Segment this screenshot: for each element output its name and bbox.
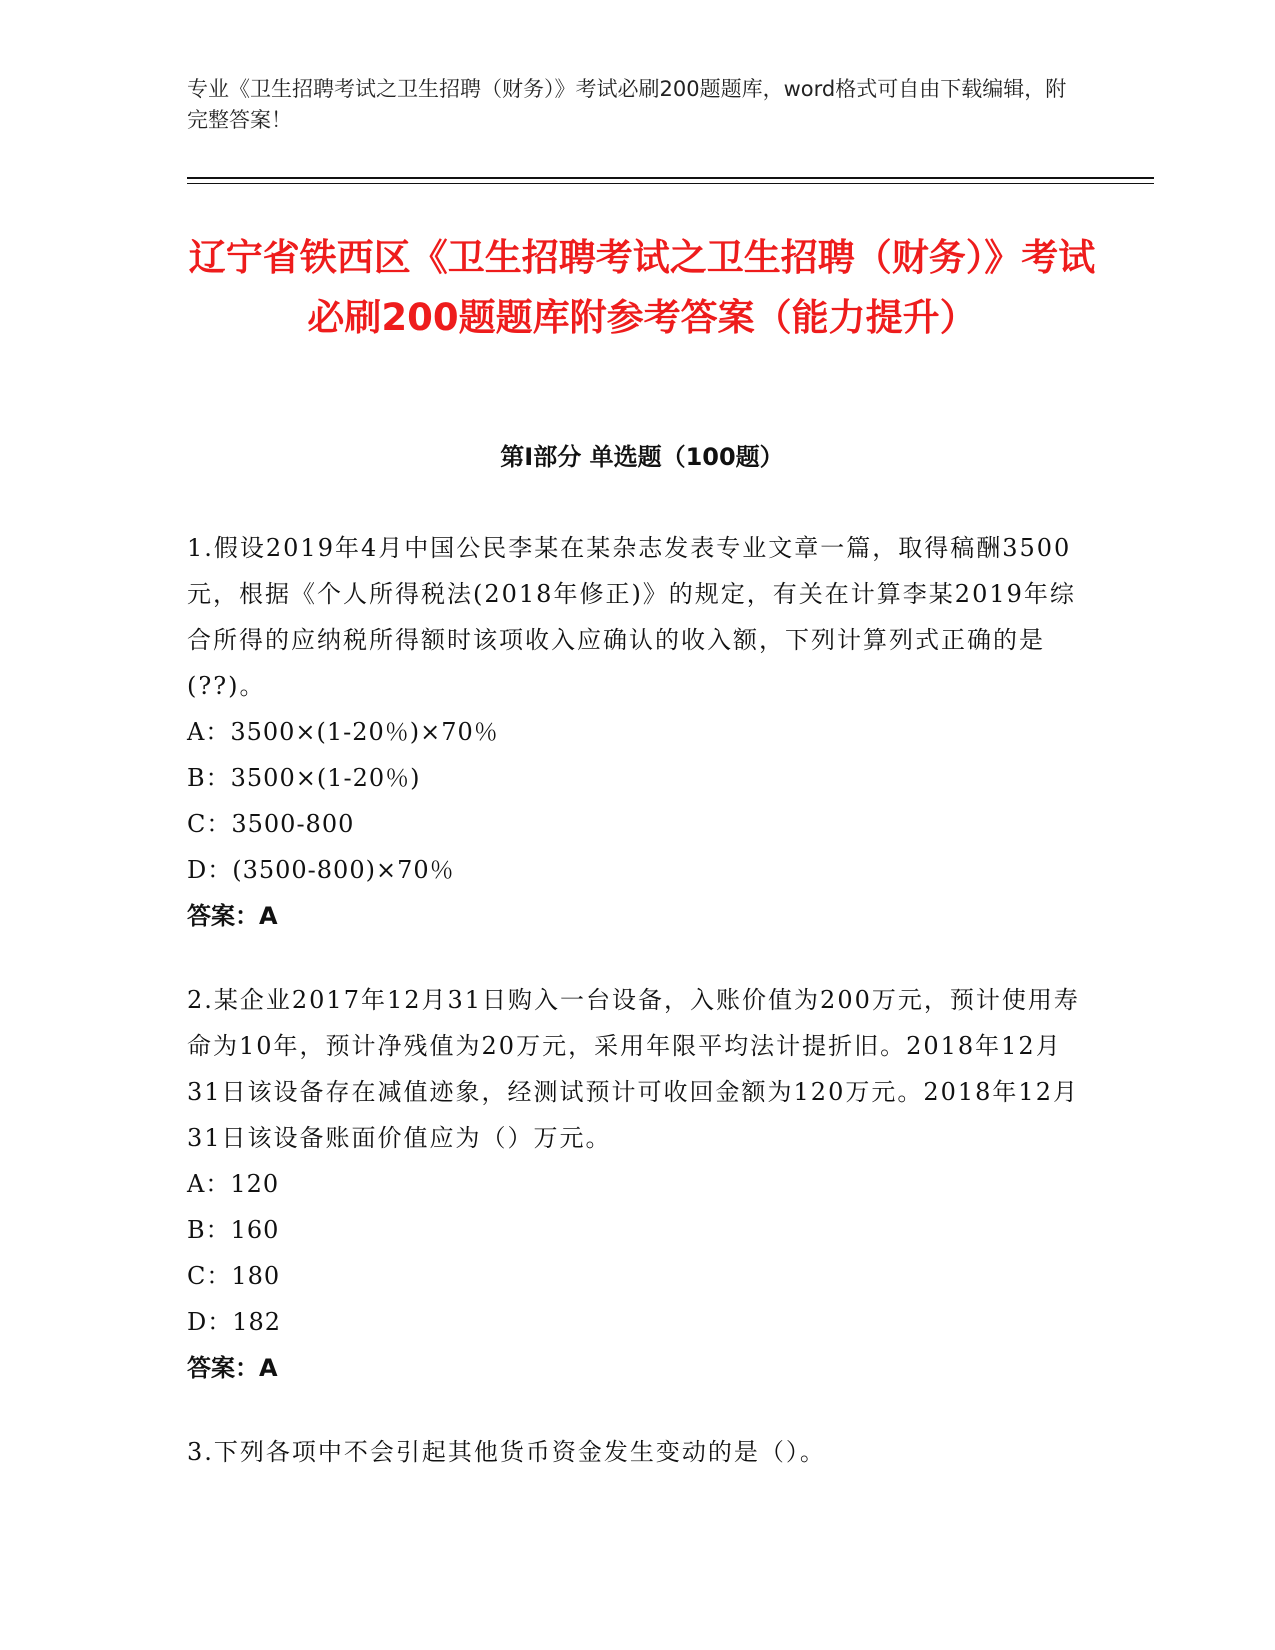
option-d: D：(3500-800)×70％ — [187, 856, 455, 884]
option-a: A：3500×(1-20％)×70％ — [187, 718, 499, 746]
question-2 — [187, 977, 1082, 1391]
option-c: C：3500-800 — [187, 810, 355, 838]
option-c: C：180 — [187, 1262, 281, 1290]
question-stem: 1.假设2019年4月中国公民李某在某杂志发表专业文章一篇，取得稿酬3500元，根据《个人所得税法(2018年修正)》的规定，有关在计算李某2019年综合所得的应纳税所得额时该项收入应确认的收入额，下列计算列式正确的是(??)。 — [187, 534, 1076, 700]
question-stem: 2.某企业2017年12月31日购入一台设备，入账价值为200万元，预计使用寿命为10年，预计净残值为20万元，采用年限平均法计提折旧。2018年12月31日该设备存在减值迹象，经测试预计可收回金额为120万元。2018年12月31日该设备账面价值应为（）万元。 — [187, 986, 1080, 1152]
section-heading: 第Ⅰ部分 单选题（100题） — [500, 443, 784, 471]
question-stem: 3.下列各项中不会引起其他货币资金发生变动的是（）。 — [187, 1438, 826, 1466]
option-b: B：3500×(1-20％) — [187, 764, 421, 792]
answer-line: 答案：A — [187, 1354, 278, 1382]
option-b: B：160 — [187, 1216, 280, 1244]
question-3 — [187, 1429, 1082, 1475]
question-1 — [187, 525, 1082, 939]
header-divider-thin — [187, 183, 1154, 184]
answer-line: 答案：A — [187, 902, 278, 930]
option-a: A：120 — [187, 1170, 280, 1198]
header-divider — [187, 177, 1154, 179]
question-list — [187, 525, 1082, 1513]
option-d: D：182 — [187, 1308, 282, 1336]
header-note: 专业《卫生招聘考试之卫生招聘（财务）》考试必刷200题题库，word格式可自由下载编辑，附完整答案！ — [187, 77, 1067, 132]
document-title: 辽宁省铁西区《卫生招聘考试之卫生招聘（财务）》考试必刷200题题库附参考答案（能力提升） — [188, 236, 1096, 339]
